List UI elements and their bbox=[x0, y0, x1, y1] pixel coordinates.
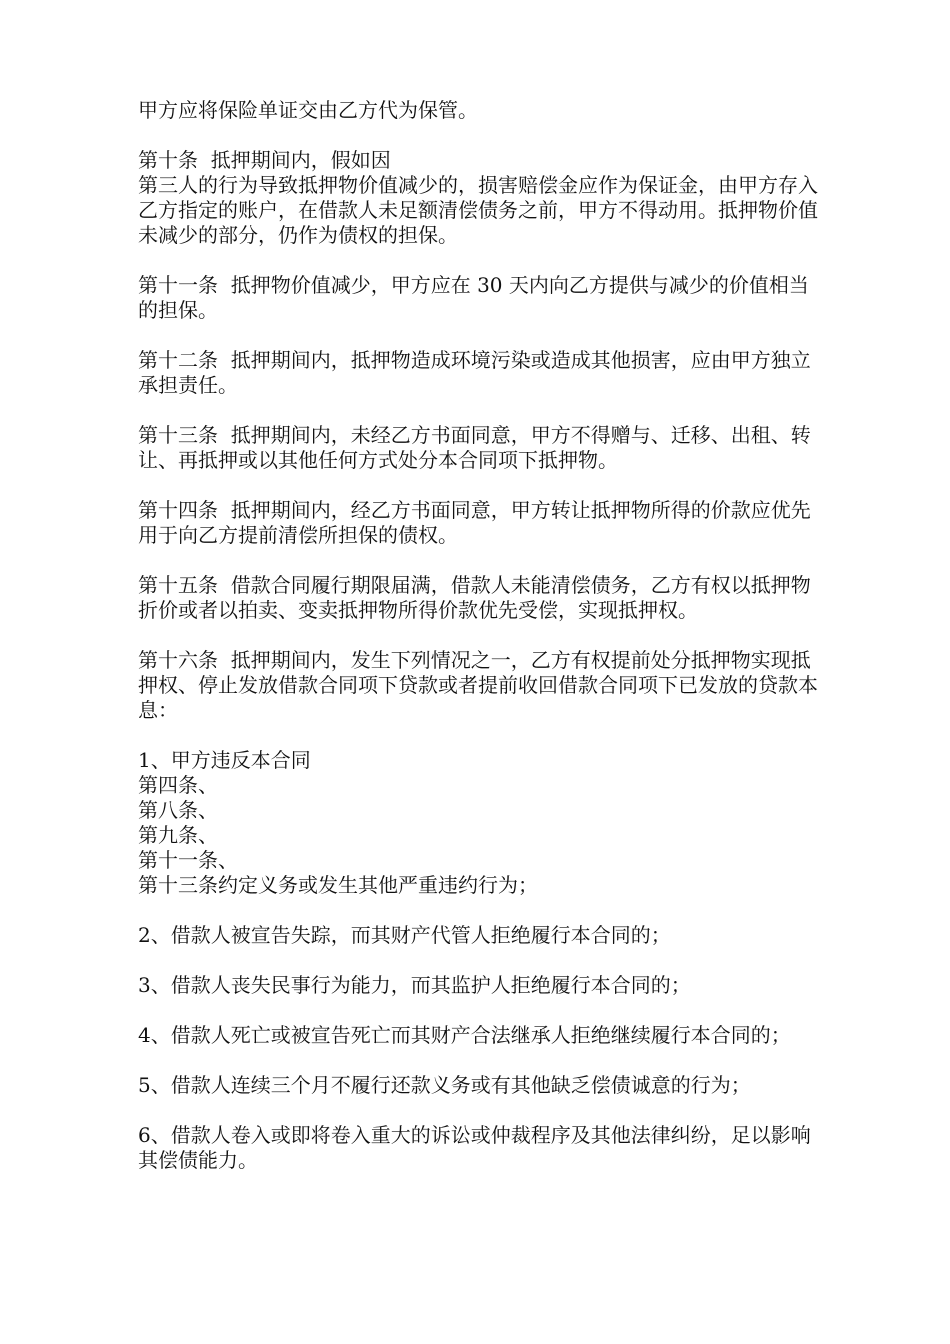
list-item-1-line-3: 第八条、 bbox=[138, 798, 218, 822]
article-14: 第十四条 抵押期间内，经乙方书面同意，甲方转让抵押物所得的价款应优先用于向乙方提前清偿所担保的债权。 bbox=[138, 498, 811, 547]
list-item-3: 3、借款人丧失民事行为能力，而其监护人拒绝履行本合同的； bbox=[138, 973, 691, 997]
paragraph-insurance: 甲方应将保险单证交由乙方代为保管。 bbox=[138, 98, 478, 122]
list-item-4: 4、借款人死亡或被宣告死亡而其财产合法继承人拒绝继续履行本合同的； bbox=[138, 1023, 791, 1047]
article-12: 第十二条 抵押期间内，抵押物造成环境污染或造成其他损害，应由甲方独立承担责任。 bbox=[138, 348, 811, 397]
list-item-5: 5、借款人连续三个月不履行还款义务或有其他缺乏偿债诚意的行为； bbox=[138, 1073, 751, 1097]
article-10-body: 第三人的行为导致抵押物价值减少的，损害赔偿金应作为保证金，由甲方存入乙方指定的账户，在借款人未足额清偿债务之前，甲方不得动用。抵押物价值未减少的部分，仍作为债权的担保。 bbox=[138, 173, 818, 247]
list-item-1-line-2: 第四条、 bbox=[138, 773, 218, 797]
article-15: 第十五条 借款合同履行期限届满，借款人未能清偿债务，乙方有权以抵押物折价或者以拍卖、变卖抵押物所得价款优先受偿，实现抵押权。 bbox=[138, 573, 811, 622]
article-10-heading: 第十条 抵押期间内，假如因 bbox=[138, 148, 391, 172]
list-item-1-line-1: 1、甲方违反本合同 bbox=[138, 748, 311, 772]
article-11: 第十一条 抵押物价值减少，甲方应在 30 天内向乙方提供与减少的价值相当的担保。 bbox=[138, 273, 809, 322]
list-item-6: 6、借款人卷入或即将卷入重大的诉讼或仲裁程序及其他法律纠纷，足以影响其偿债能力。 bbox=[138, 1123, 811, 1172]
list-item-1-line-6: 第十三条约定义务或发生其他严重违约行为； bbox=[138, 873, 538, 897]
article-16: 第十六条 抵押期间内，发生下列情况之一，乙方有权提前处分抵押物实现抵押权、停止发放借款合同项下贷款或者提前收回借款合同项下已发放的贷款本息： bbox=[138, 648, 818, 722]
list-item-1-line-5: 第十一条、 bbox=[138, 848, 238, 872]
list-item-1-line-4: 第九条、 bbox=[138, 823, 218, 847]
list-item-2: 2、借款人被宣告失踪，而其财产代管人拒绝履行本合同的； bbox=[138, 923, 671, 947]
article-13: 第十三条 抵押期间内，未经乙方书面同意，甲方不得赠与、迁移、出租、转让、再抵押或以其他任何方式处分本合同项下抵押物。 bbox=[138, 423, 811, 472]
document-page bbox=[138, 98, 818, 1198]
